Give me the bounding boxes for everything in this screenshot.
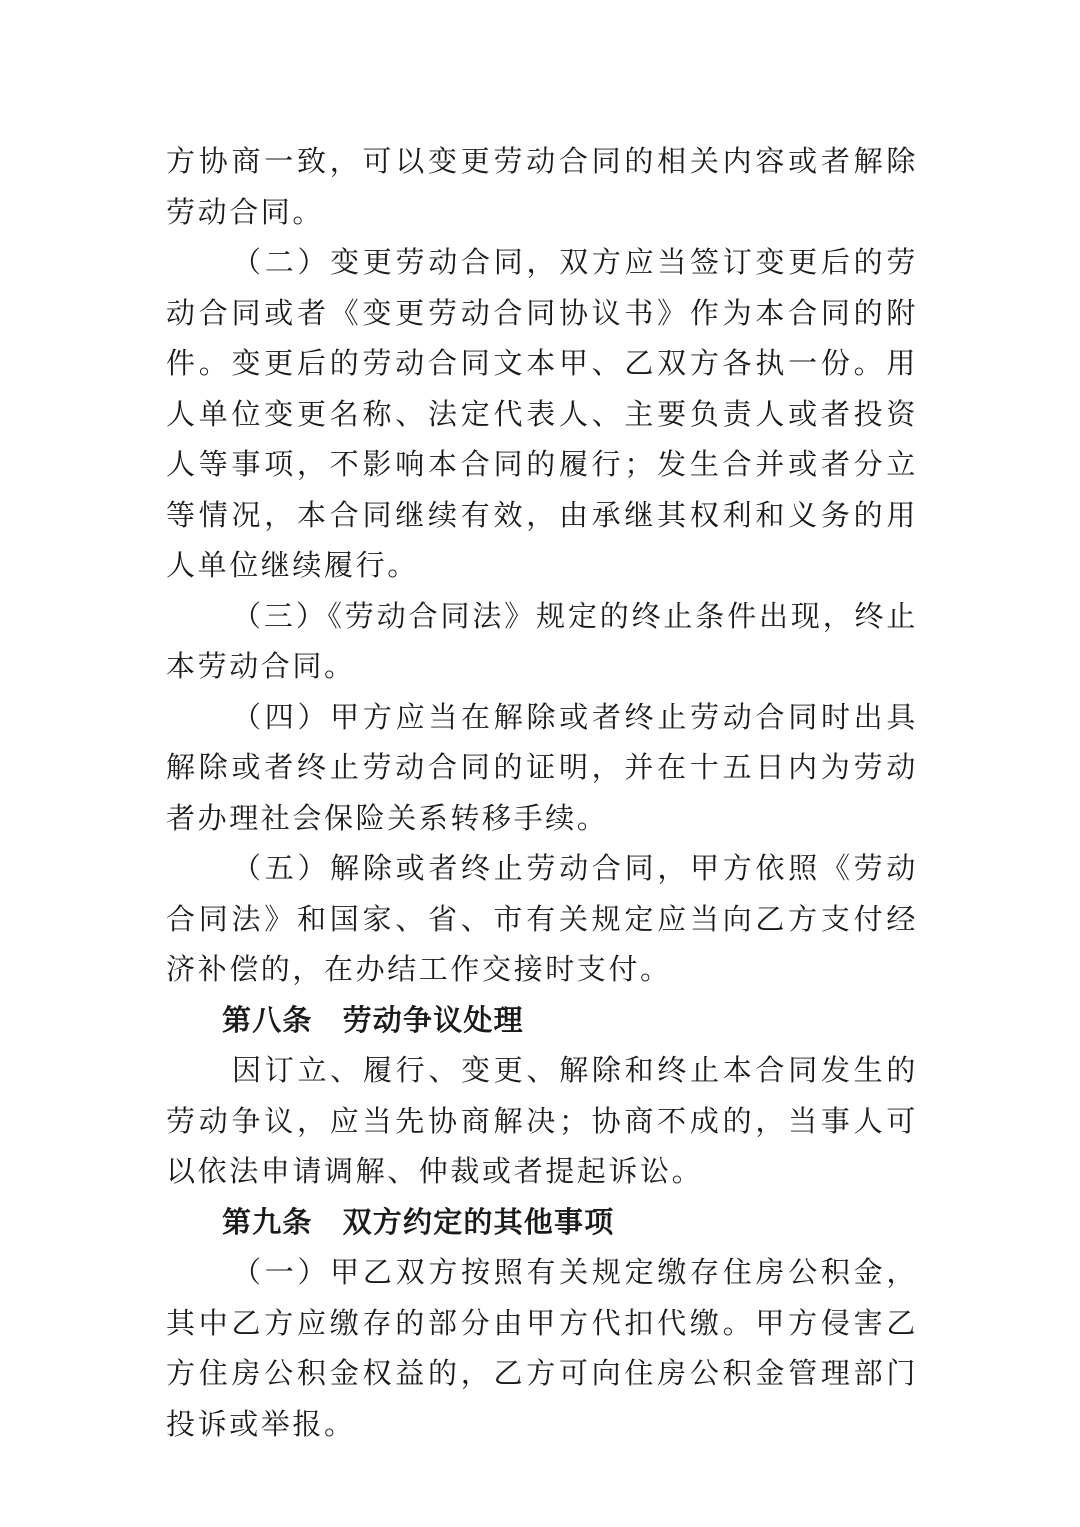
paragraph-item-4: （四）甲方应当在解除或者终止劳动合同时出具解除或者终止劳动合同的证明，并在十五日内为劳动者办理社会保险关系转移手续。 (166, 699, 918, 835)
document-page (166, 136, 918, 1449)
article-9-number: 第九条 (222, 1204, 313, 1239)
article-8-number: 第八条 (222, 1002, 313, 1037)
article-8-heading (166, 995, 918, 1046)
paragraph-item-3: （三）《劳动合同法》规定的终止条件出现，终止本劳动合同。 (166, 598, 918, 683)
article-9-heading (166, 1197, 918, 1248)
article-8-body: 因订立、履行、变更、解除和终止本合同发生的劳动争议，应当先协商解决；协商不成的，当事人可以依法申请调解、仲裁或者提起诉讼。 (166, 1053, 918, 1188)
paragraph-item-2: （二）变更劳动合同，双方应当签订变更后的劳动合同或者《变更劳动合同协议书》作为本合同的附件。变更后的劳动合同文本甲、乙双方各执一份。用人单位变更名称、法定代表人、主要负责人或者投资人等事项，不影响本合同的履行；发生合并或者分立等情况，本合同继续有效，由承继其权利和义务的用人单位继续履行。 (166, 245, 918, 582)
article-8-title: 劳动争议处理 (342, 1002, 524, 1037)
article-9-item-1: （一）甲乙双方按照有关规定缴存住房公积金，其中乙方应缴存的部分由甲方代扣代缴。甲方侵害乙方住房公积金权益的，乙方可向住房公积金管理部门投诉或举报。 (166, 1255, 918, 1441)
paragraph-item-5: （五）解除或者终止劳动合同，甲方依照《劳动合同法》和国家、省、市有关规定应当向乙方支付经济补偿的，在办结工作交接时支付。 (166, 851, 918, 986)
paragraph-continuation: 方协商一致，可以变更劳动合同的相关内容或者解除劳动合同。 (166, 144, 918, 229)
article-9-title: 双方约定的其他事项 (342, 1204, 615, 1239)
